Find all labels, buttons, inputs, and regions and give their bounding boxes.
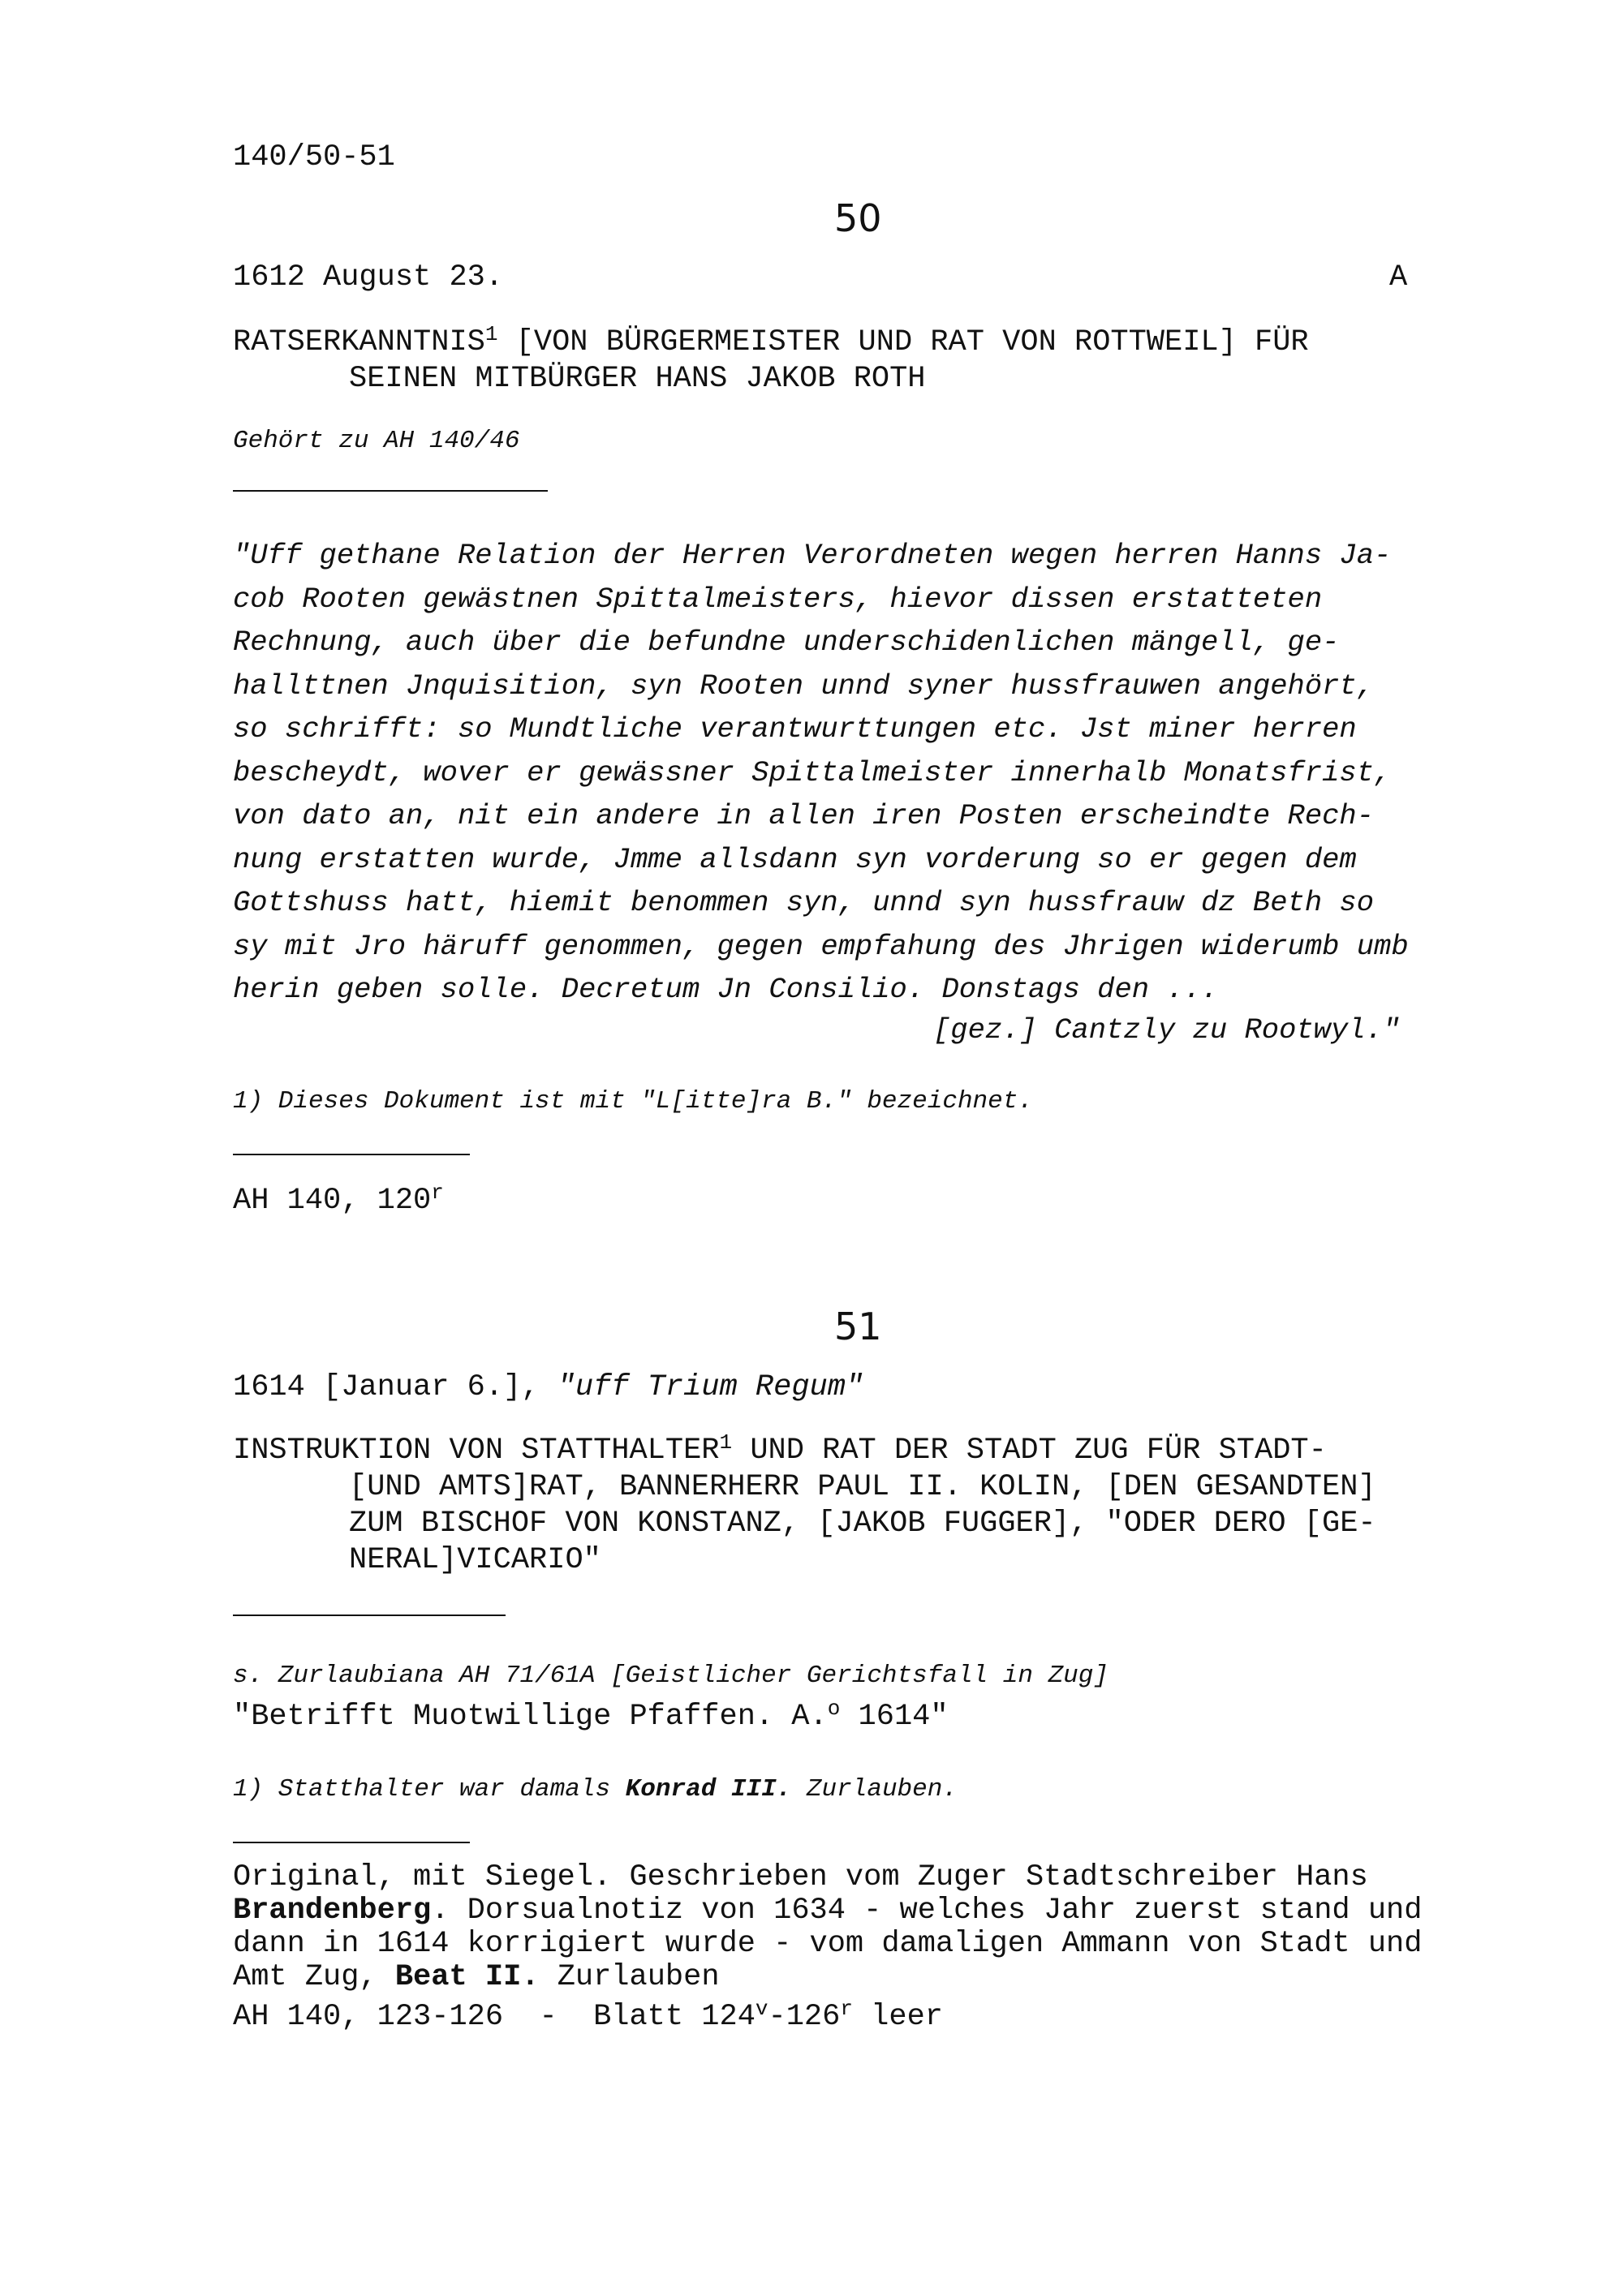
original-note-line: Brandenberg. Dorsualnotiz von 1634 - welches Jahr zuerst stand und — [233, 1894, 1423, 1928]
doc51-footnote: 1) Statthalter war damals Konrad III. Zurlauben. — [233, 1775, 958, 1804]
quote-line: hallttnen Jnquisition, syn Rooten unnd syner hussfrauwen angehört, — [233, 669, 1375, 703]
doc50-title-line2: SEINEN MITBÜRGER HANS JAKOB ROTH — [349, 362, 926, 396]
divider — [233, 1842, 470, 1843]
doc50-footnote: 1) Dieses Dokument ist mit "L[itte]ra B." bezeichnet. — [233, 1087, 1033, 1116]
document-number-51: 51 — [834, 1305, 882, 1348]
original-note-line: dann in 1614 korrigiert wurde - vom damaligen Ammann von Stadt und — [233, 1927, 1423, 1961]
doc51-original-note — [233, 1861, 1422, 1994]
quote-line: Rechnung, auch über die befundne underschidenlichen mängell, ge- — [233, 626, 1340, 659]
divider — [233, 1615, 506, 1616]
doc50-date: 1612 August 23. — [233, 260, 504, 295]
footnote-ref: 1 — [719, 1430, 733, 1455]
original-note-line: Amt Zug, Beat II. Zurlauben — [233, 1960, 720, 1994]
quote-line: von dato an, nit ein andere in allen iren Posten erscheindte Rech- — [233, 799, 1375, 832]
doc50-title-line1: RATSERKANNTNIS$^1$ [VON BÜRGERMEISTER UND RAT VON ROTTWEIL] FÜR — [233, 322, 1309, 359]
doc51-source: AH 140, 123-126 - Blatt 124$^v$-126$^r$ leer — [233, 1997, 943, 2034]
doc50-marker: A — [1389, 260, 1408, 295]
quote-line: "Uff gethane Relation der Herren Verordneten wegen herren Hanns Ja- — [233, 539, 1392, 572]
doc51-subject: "Betrifft Muotwillige Pfaffen. A.$^o$ 1614" — [233, 1696, 949, 1734]
quote-line: nung erstatten wurde, Jmme allsdann syn vorderung so er gegen dem — [233, 842, 1357, 876]
page-reference: 140/50-51 — [233, 140, 395, 174]
doc51-reference-note: s. Zurlaubiana AH 71/61A [Geistlicher Gerichtsfall in Zug] — [233, 1662, 1109, 1690]
doc50-quote — [233, 534, 1409, 1012]
doc50-signature: [gez.] Cantzly zu Rootwyl." — [933, 1013, 1401, 1047]
quote-line: Gottshuss hatt, hiemit benommen syn, unnd syn hussfrauw dz Beth so — [233, 886, 1375, 919]
divider — [233, 1154, 470, 1155]
doc50-source: AH 140, 120$^r$ — [233, 1180, 444, 1218]
original-note-line: Original, mit Siegel. Geschrieben vom Zuger Stadtschreiber Hans — [233, 1860, 1368, 1894]
doc51-title-line2: [UND AMTS]RAT, BANNERHERR PAUL II. KOLIN, [DEN GESANDTEN] — [349, 1470, 1376, 1504]
doc51-title-line4: NERAL]VICARIO" — [349, 1543, 601, 1577]
document-number-50: 50 — [834, 196, 882, 240]
quote-line: so schrifft: so Mundtliche verantwurttungen etc. Jst miner herren — [233, 712, 1357, 746]
doc51-title-line1: INSTRUKTION VON STATTHALTER$^1$ UND RAT DER STADT ZUG FÜR STADT- — [233, 1430, 1327, 1468]
quote-line: cob Rooten gewästnen Spittalmeisters, hievor dissen erstatteten — [233, 582, 1323, 616]
quote-line: bescheydt, wover er gewässner Spittalmeister innerhalb Monatsfrist, — [233, 755, 1392, 789]
doc50-belongs-to: Gehört zu AH 140/46 — [233, 427, 520, 455]
doc51-title-line3: ZUM BISCHOF VON KONSTANZ, [JAKOB FUGGER], "ODER DERO [GE- — [349, 1507, 1376, 1541]
doc51-date: 1614 [Januar 6.], "uff Trium Regum" — [233, 1370, 864, 1404]
divider — [233, 490, 548, 492]
quote-line: sy mit Jro häruff genommen, gegen empfahung des Jhrigen widerumb umb — [233, 929, 1409, 963]
footnote-ref: 1 — [484, 322, 498, 346]
quote-line: herin geben solle. Decretum Jn Consilio. Donstags den ... — [233, 973, 1219, 1006]
